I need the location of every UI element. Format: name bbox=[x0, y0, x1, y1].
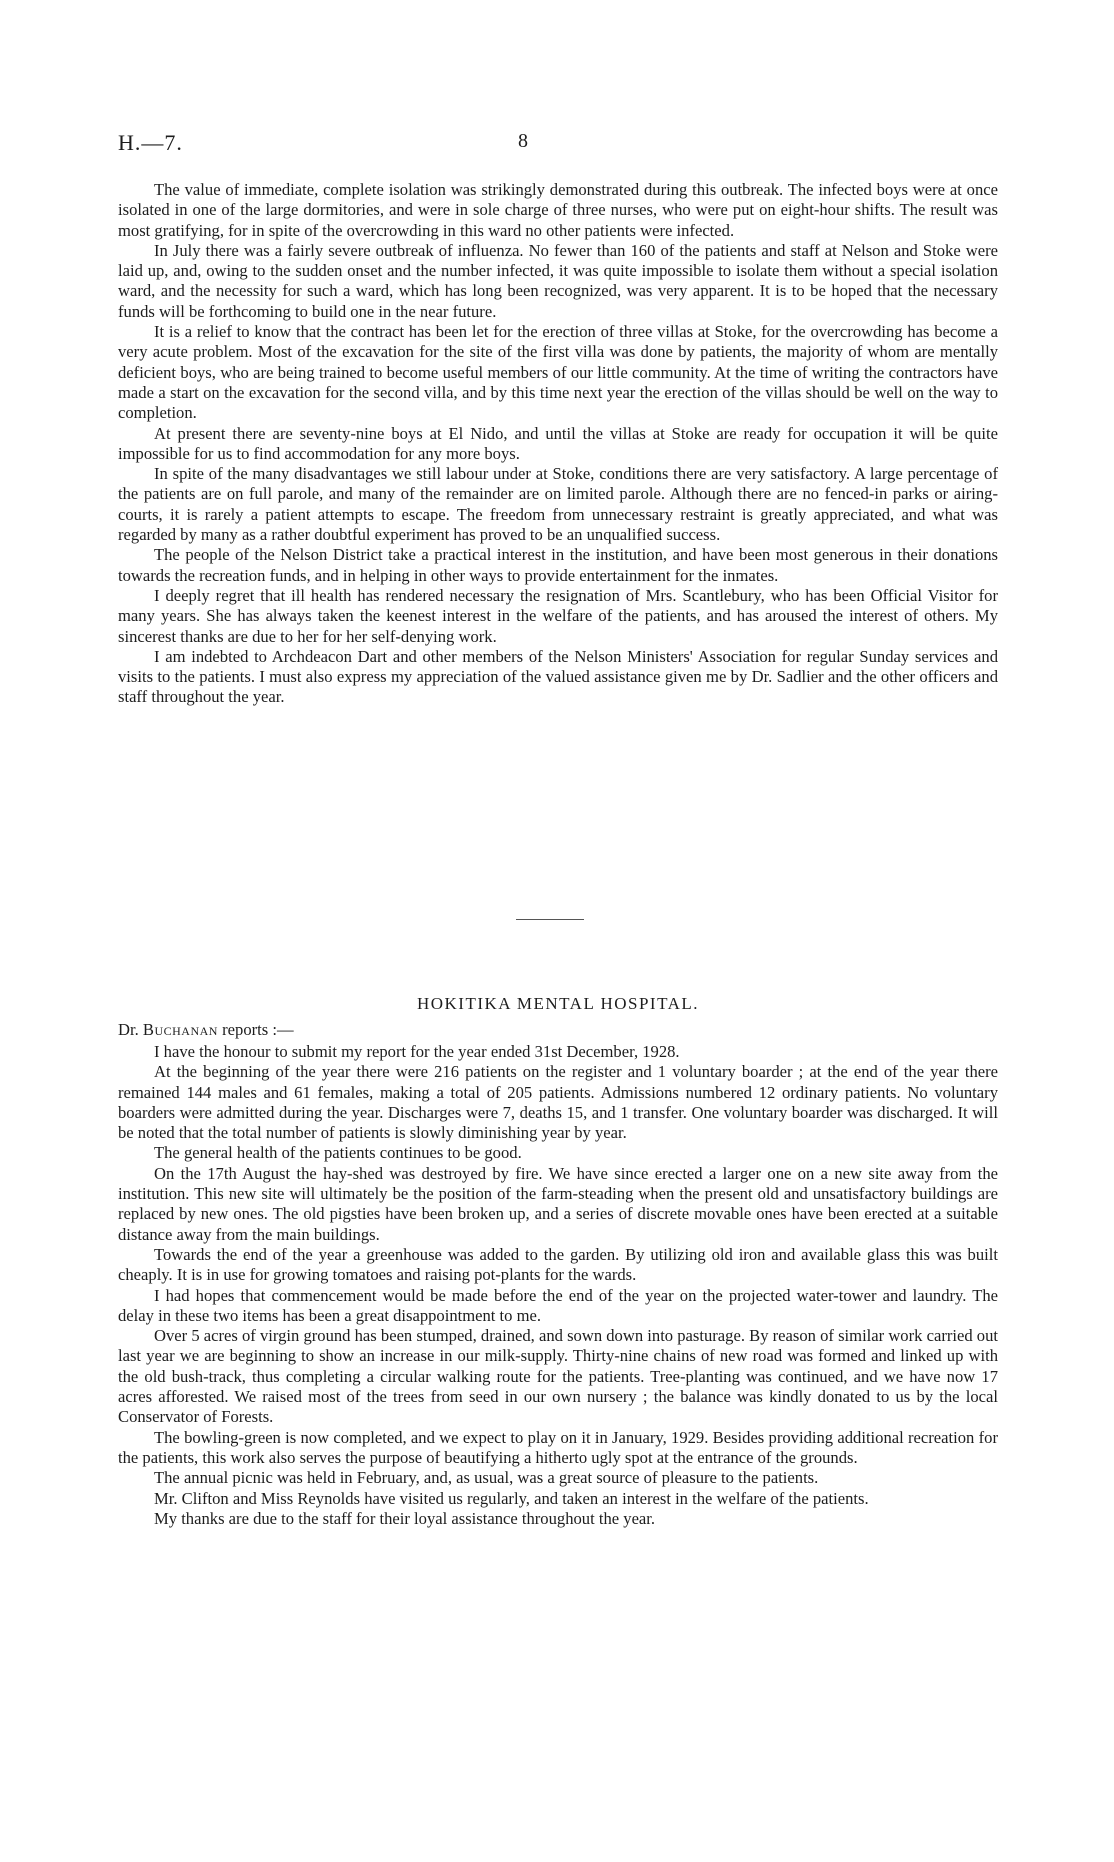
page-header bbox=[118, 130, 998, 160]
paragraph: It is a relief to know that the contract has been let for the erection of three villas at Stoke, for the overcrowding has become a very acute problem. Most of the excavation for the site of the first villa was done by patients, the majority of whom are mentally deficient boys, who are being trained to become useful members of our little community. At the time of writing the contractors have made a start on the excavation for the second villa, and by this time next year the erection of the villas should be well on the way to completion. bbox=[118, 322, 998, 423]
reporter-line bbox=[118, 1020, 294, 1040]
paragraph: In spite of the many disadvantages we still labour under at Stoke, conditions there are very satisfactory. A large percentage of the patients are on full parole, and many of the remainder are on limited parole. Although there are no fenced-in parks or airing-courts, it is rarely a patient attempts to escape. The freedom from unnecessary restraint is greatly appreciated, and what was regarded by many as a rather doubtful experiment has proved to be an unqualified success. bbox=[118, 464, 998, 545]
paragraph: The value of immediate, complete isolation was strikingly demonstrated during this outbreak. The infected boys were at once isolated in one of the large dormitories, and were in sole charge of three nurses, who were put on eight-hour shifts. The result was most gratifying, for in spite of the overcrowding in this ward no other patients were infected. bbox=[118, 180, 998, 240]
paragraph: In July there was a fairly severe outbreak of influenza. No fewer than 160 of the patients and staff at Nelson and Stoke were laid up, and, owing to the sudden onset and the number infected, it was quite impossible to isolate them without a special isolation ward, and the necessity for such a ward, which has long been recognized, was very apparent. It is to be hoped that the necessary funds will be forthcoming to build one in the near future. bbox=[118, 240, 998, 321]
paragraph: I have the honour to submit my report for the year ended 31st December, 1928. bbox=[154, 1042, 680, 1061]
paragraph: I deeply regret that ill health has rendered necessary the resignation of Mrs. Scantlebury, who has been Official Visitor for many years. She has always taken the keenest interest in the welfare of the patients, and has aroused the interest of others. My sincerest thanks are due to her for her self-denying work. bbox=[118, 585, 998, 646]
paragraph: The annual picnic was held in February, and, as usual, was a great source of pleasure to the patients. bbox=[154, 1468, 819, 1488]
paragraph: Towards the end of the year a greenhouse was added to the garden. By utilizing old iron and available glass this was built cheaply. It is in use for growing tomatoes and raising pot-plants for the wards. bbox=[118, 1244, 998, 1285]
nelson-report-section bbox=[118, 180, 998, 708]
hokitika-report-section bbox=[118, 1042, 998, 1529]
reporter-suffix: reports :— bbox=[222, 1020, 294, 1039]
reporter-name: Buchanan bbox=[142, 1020, 218, 1039]
section-title: HOKITIKA MENTAL HOSPITAL. bbox=[416, 994, 700, 1013]
paragraph: My thanks are due to the staff for their loyal assistance throughout the year. bbox=[154, 1508, 656, 1528]
page-reference: H.—7. bbox=[118, 130, 183, 155]
paragraph: Mr. Clifton and Miss Reynolds have visited us regularly, and taken an interest in the welfare of the patients. bbox=[154, 1488, 869, 1508]
paragraph: I am indebted to Archdeacon Dart and other members of the Nelson Ministers' Association for regular Sunday services and visits to the patients. I must also express my appreciation of the valued assistance given me by Dr. Sadlier and the other officers and staff throughout the year. bbox=[118, 646, 998, 707]
paragraph: The general health of the patients continues to be good. bbox=[154, 1143, 522, 1163]
page-number: 8 bbox=[518, 130, 528, 152]
reporter-prefix: Dr. bbox=[118, 1020, 139, 1039]
paragraph: Over 5 acres of virgin ground has been stumped, drained, and sown down into pasturage. By reason of similar work carried out last year we are beginning to show an increase in our milk-supply. Thirty-nine chains of new road was formed and linked up with the old bush-track, thus completing a circular walking route for the patients. Tree-planting was continued, and we have now 17 acres afforested. We raised most of the trees from seed in our own nursery ; the balance was kindly donated to us by the local Conservator of Forests. bbox=[118, 1326, 998, 1427]
paragraph: On the 17th August the hay-shed was destroyed by fire. We have since erected a larger one on a new site away from the institution. This new site will ultimately be the position of the farm-steading when the present old and unsatisfactory buildings are replaced by new ones. The old pigsties have been broken up, and a series of discrete movable ones have been erected at a suitable distance away from the main buildings. bbox=[118, 1163, 998, 1244]
paragraph: I had hopes that commencement would be made before the end of the year on the projected water-tower and laundry. The delay in these two items has been a great disappointment to me. bbox=[118, 1285, 998, 1325]
section-divider bbox=[516, 919, 584, 920]
paragraph: At present there are seventy-nine boys at El Nido, and until the villas at Stoke are ready for occupation it will be quite impossible for us to find accommodation for any more boys. bbox=[118, 423, 998, 463]
paragraph: At the beginning of the year there were 216 patients on the register and 1 voluntary boarder ; at the end of the year there remained 144 males and 61 females, making a total of 205 patients. Admissions numbered 12 ordinary patients. No voluntary boarders were admitted during the year. Discharges were 7, deaths 15, and 1 transfer. One voluntary boarder was discharged. It will be noted that the total number of patients is slowly diminishing year by year. bbox=[118, 1062, 998, 1143]
paragraph: The people of the Nelson District take a practical interest in the institution, and have been most generous in their donations towards the recreation funds, and in helping in other ways to provide entertainment for the inmates. bbox=[118, 545, 998, 585]
paragraph: The bowling-green is now completed, and we expect to play on it in January, 1929. Besides providing additional recreation for the patients, this work also serves the purpose of beautifying a hitherto ugly spot at the entrance of the grounds. bbox=[118, 1427, 998, 1467]
